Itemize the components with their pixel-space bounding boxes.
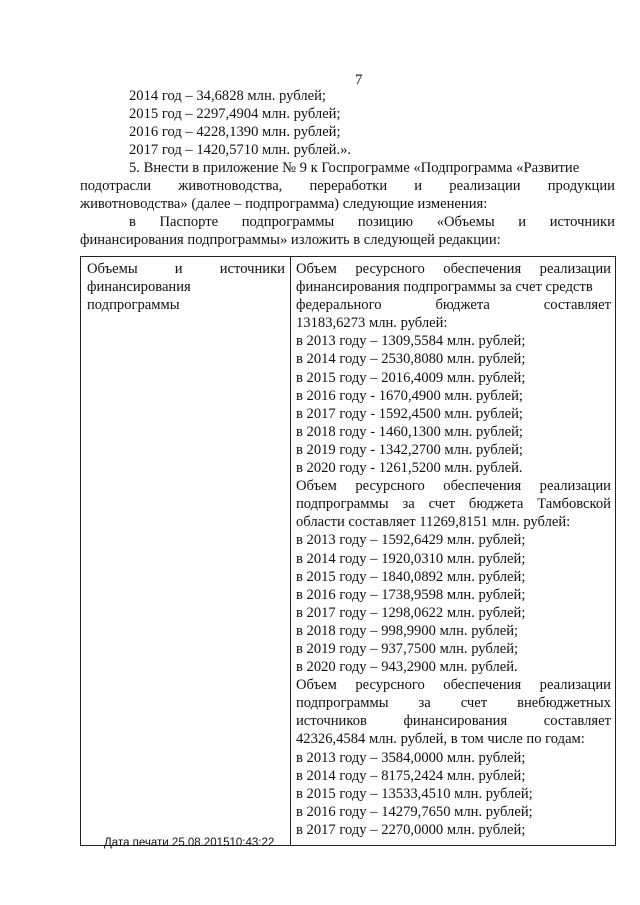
item5-line1: 5. Внести в приложение № 9 к Госпрограмме «Подпрограмма «Развитие	[129, 160, 580, 176]
word: реализации	[449, 178, 521, 194]
word: обеспечения	[443, 677, 522, 694]
word: Паспорте	[159, 214, 219, 230]
extra-line	[296, 712, 611, 730]
federal-year: в 2015 году – 2016,4009 млн. рублей;	[296, 369, 526, 386]
word: финансирования	[403, 713, 508, 730]
word: переработки	[309, 178, 388, 194]
regional-year: в 2015 году – 1840,0892 млн. рублей;	[296, 568, 526, 585]
word: подпрограммы	[296, 496, 389, 513]
word: «Объемы	[436, 214, 495, 230]
regional-heading-line	[296, 477, 611, 495]
word: и	[518, 214, 527, 230]
federal-line	[296, 296, 611, 314]
word: обеспечения	[443, 478, 522, 495]
word: в	[129, 214, 136, 230]
word: Объем	[296, 261, 337, 277]
federal-line: финансирования подпрограммы за счет средств	[296, 279, 593, 296]
position-name-line: финансирования	[87, 279, 191, 296]
federal-year: в 2019 году - 1342,2700 млн. рублей;	[296, 441, 523, 458]
word: бюджета	[435, 297, 490, 314]
regional-line: области составляет 11269,8151 млн. рублей:	[296, 514, 571, 531]
extra-heading-line	[296, 676, 611, 694]
passport-table	[80, 256, 616, 846]
federal-year: в 2018 году - 1460,1300 млн. рублей;	[296, 423, 523, 440]
word: и	[174, 261, 183, 277]
position-value-cell	[291, 257, 616, 846]
word: ресурсного	[355, 677, 425, 694]
intro-year-line: 2016 год – 4228,1390 млн. рублей;	[129, 124, 341, 140]
regional-year: в 2013 году – 1592,6429 млн. рублей;	[296, 532, 526, 549]
word: источников	[296, 713, 367, 730]
word: Тамбовской	[537, 496, 611, 513]
regional-year: в 2019 году – 937,7500 млн. рублей;	[296, 640, 519, 657]
item5-line2	[80, 177, 615, 195]
word: и	[414, 178, 423, 194]
word: источники	[549, 214, 615, 230]
extra-line: 42326,4584 млн. рублей, в том числе по годам:	[296, 731, 585, 748]
extra-year: в 2016 году – 14279,7650 млн. рублей;	[296, 803, 533, 820]
word: Объем	[296, 478, 337, 495]
item5-line5: финансирования подпрограммы» изложить в следующей редакции:	[80, 232, 501, 248]
word: реализации	[539, 677, 611, 694]
item5-line3: животноводства» (далее – подпрограмма) следующие изменения:	[80, 196, 488, 212]
word: подотрасли	[80, 178, 152, 194]
word: бюджета	[468, 496, 524, 513]
word: подпрограммы	[296, 695, 389, 712]
regional-year: в 2016 году – 1738,9598 млн. рублей;	[296, 586, 526, 603]
word: реализации	[539, 478, 611, 495]
word: подпрограммы	[241, 214, 335, 230]
word: Объем	[296, 677, 337, 694]
regional-year: в 2017 году – 1298,0622 млн. рублей;	[296, 604, 526, 621]
federal-year: в 2016 году - 1670,4900 млн. рублей;	[296, 387, 523, 404]
word: ресурсного	[355, 261, 425, 277]
table-row	[81, 257, 616, 846]
extra-year: в 2015 году – 13533,4510 млн. рублей;	[296, 785, 533, 802]
regional-year: в 2018 году – 998,9900 млн. рублей;	[296, 622, 519, 639]
federal-total: 13183,6273 млн. рублей:	[296, 315, 448, 332]
regional-year: в 2014 году – 1920,0310 млн. рублей;	[296, 550, 526, 567]
extra-year: в 2013 году – 3584,0000 млн. рублей;	[296, 749, 526, 766]
word: источники	[219, 261, 285, 277]
intro-year-line: 2015 год – 2297,4904 млн. рублей;	[129, 106, 341, 122]
word: счет	[460, 695, 488, 712]
word: федерального	[296, 297, 382, 314]
word: составляет	[543, 297, 611, 314]
word: ресурсного	[355, 478, 425, 495]
word: позицию	[357, 214, 414, 230]
word: обеспечения	[443, 261, 522, 277]
word: животноводства,	[178, 178, 283, 194]
word: Объемы	[87, 261, 138, 277]
extra-year: в 2014 году – 8175,2424 млн. рублей;	[296, 767, 526, 784]
federal-year: в 2017 году - 1592,4500 млн. рублей;	[296, 405, 523, 422]
position-name-line: подпрограммы	[87, 297, 180, 314]
federal-year: в 2013 году – 1309,5584 млн. рублей;	[296, 333, 526, 350]
federal-year: в 2020 году - 1261,5200 млн. рублей.	[296, 460, 523, 477]
intro-year-line: 2014 год – 34,6828 млн. рублей;	[129, 88, 326, 104]
position-name-cell	[81, 257, 291, 846]
federal-heading-line	[296, 260, 611, 278]
print-date-footer: Дата печати 25.08.201510:43:22	[104, 837, 275, 849]
page-number: 7	[355, 72, 363, 88]
word: продукции	[547, 178, 615, 194]
word: за	[402, 496, 415, 513]
extra-year: в 2017 году – 2270,0000 млн. рублей;	[296, 821, 526, 838]
word: внебюджетных	[517, 695, 611, 712]
intro-year-line: 2017 год – 1420,5710 млн. рублей.».	[129, 142, 352, 158]
item5-line4	[80, 213, 615, 231]
federal-year: в 2014 году – 2530,8080 млн. рублей;	[296, 351, 526, 368]
word: реализации	[539, 261, 611, 277]
extra-line	[296, 694, 611, 712]
word: составляет	[543, 713, 611, 730]
word: счет	[428, 496, 456, 513]
regional-line	[296, 495, 611, 513]
position-name-line	[87, 260, 285, 278]
regional-year: в 2020 году – 943,2900 млн. рублей.	[296, 659, 518, 676]
word: за	[418, 695, 431, 712]
body-text	[80, 87, 615, 249]
